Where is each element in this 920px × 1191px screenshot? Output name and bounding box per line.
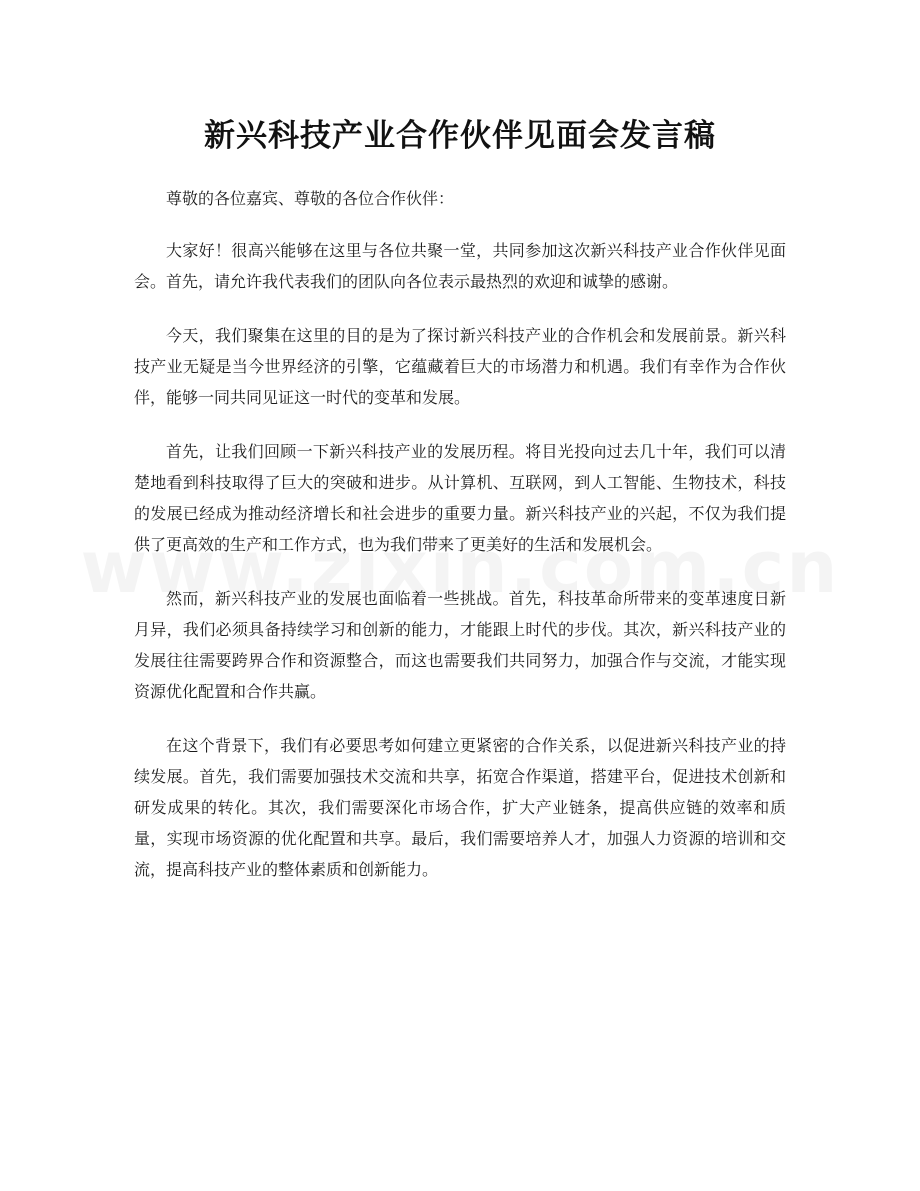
body-paragraph: 首先，让我们回顾一下新兴科技产业的发展历程。将目光投向过去几十年，我们可以清楚地看到科技取得了巨大的突破和进步。从计算机、互联网，到人工智能、生物技术，科技的发展已经成为推动经济增长和社会进步的重要力量。新兴科技产业的兴起，不仅为我们提供了更高效的生产和工作方式，也为我们带来了更美好的生活和发展机会。 — [134, 442, 786, 554]
document-title: 新兴科技产业合作伙伴见面会发言稿 — [204, 118, 716, 154]
greeting-paragraph: 尊敬的各位嘉宾、尊敬的各位合作伙伴： — [166, 189, 455, 208]
body-paragraph: 然而，新兴科技产业的发展也面临着一些挑战。首先，科技革命所带来的变革速度日新月异，我们必须具备持续学习和创新的能力，才能跟上时代的步伐。其次，新兴科技产业的发展往往需要跨界合作和资源整合，而这也需要我们共同努力，加强合作与交流，才能实现资源优化配置和合作共赢。 — [134, 589, 786, 701]
document-body — [134, 183, 786, 908]
body-paragraph: 大家好！很高兴能够在这里与各位共聚一堂，共同参加这次新兴科技产业合作伙伴见面会。首先，请允许我代表我们的团队向各位表示最热烈的欢迎和诚挚的感谢。 — [134, 241, 786, 291]
body-paragraph: 今天，我们聚集在这里的目的是为了探讨新兴科技产业的合作机会和发展前景。新兴科技产业无疑是当今世界经济的引擎，它蕴藏着巨大的市场潜力和机遇。我们有幸作为合作伙伴，能够一同共同见证这一时代的变革和发展。 — [134, 326, 786, 407]
body-paragraph: 在这个背景下，我们有必要思考如何建立更紧密的合作关系，以促进新兴科技产业的持续发展。首先，我们需要加强技术交流和共享，拓宽合作渠道，搭建平台，促进技术创新和研发成果的转化。其次，我们需要深化市场合作，扩大产业链条，提高供应链的效率和质量，实现市场资源的优化配置和共享。最后，我们需要培养人才，加强人力资源的培训和交流，提高科技产业的整体素质和创新能力。 — [134, 736, 786, 879]
